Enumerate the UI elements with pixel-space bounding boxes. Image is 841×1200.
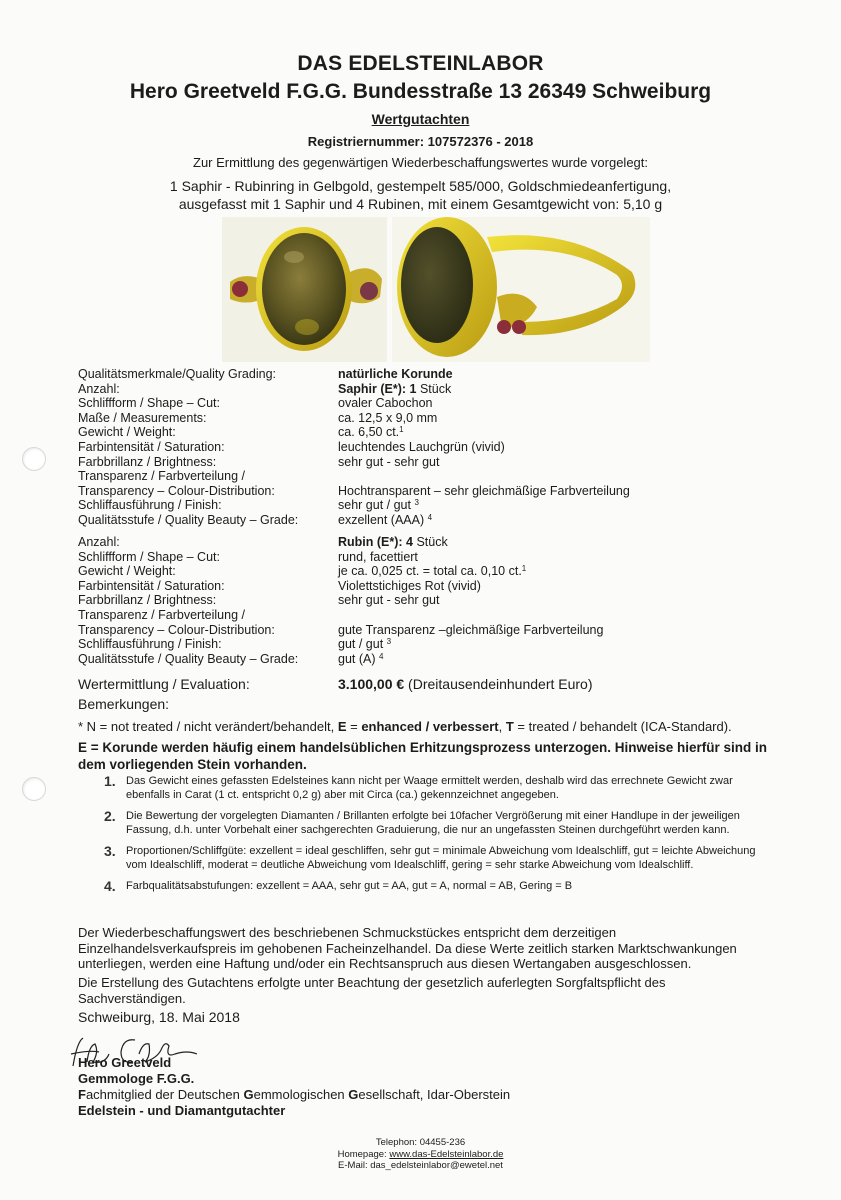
footnote-ref: 4: [379, 651, 384, 661]
signer-name: Hero Greetveld: [78, 1055, 172, 1070]
footnote-text: Die Bewertung der vorgelegten Diamanten / Brillanten erfolgte bei 10facher Vergrößerung mit einer Handlupe in der jeweiligen Fassung, d.h. unter Vorbehalt einer sachgerechten Graduierung, die nur an ungefassten Steinen durchgeführt werden kann.: [126, 810, 740, 836]
contact-footer: [0, 1137, 841, 1172]
spec-value-text: je ca. 0,025 ct. = total ca. 0,10 ct.: [338, 564, 522, 579]
membership-text: achmitglied der Deutschen: [85, 1087, 244, 1102]
spec-value: [338, 608, 758, 623]
contact-homepage: [0, 1149, 841, 1161]
spec-row: [78, 652, 758, 667]
lab-address: Hero Greetveld F.G.G. Bundesstraße 13 26349 Schweiburg: [129, 80, 712, 103]
membership-initial: G: [243, 1087, 254, 1102]
spec-value: gute Transparenz –gleichmäßige Farbverteilung: [338, 622, 604, 637]
stone-unit: Stück: [416, 381, 452, 396]
spec-value: [338, 564, 758, 579]
legend-enhanced: enhanced / verbessert: [361, 719, 499, 734]
footnote-number: 4.: [104, 878, 116, 894]
spec-label: Schliffform / Shape – Cut:: [78, 396, 220, 411]
footnote-ref: 3: [414, 498, 419, 508]
ring-photo-side-view: [392, 217, 650, 362]
spec-value: [338, 469, 758, 484]
footnote-item: [104, 845, 764, 872]
spec-value-text: gut / gut: [338, 637, 384, 652]
spec-value-text: sehr gut / gut: [338, 498, 411, 513]
heat-treatment-note: E = Korunde werden häufig einem handelsüblichen Erhitzungsprozess unterzogen. Hinweise hierfür sind in dem vorliegenden Stein vorhanden.: [78, 740, 767, 772]
evaluation-words: (Dreitausendeinhundert Euro): [404, 676, 593, 692]
spec-value: Hochtransparent – sehr gleichmäßige Farbverteilung: [338, 483, 630, 498]
legend-text: = treated / behandelt (ICA-Standard).: [513, 719, 732, 734]
spec-value: ca. 12,5 x 9,0 mm: [338, 410, 438, 425]
spec-label: Transparenz / Farbverteilung /: [78, 607, 245, 622]
spec-label: Transparenz / Farbverteilung /: [78, 469, 245, 484]
spec-value: [338, 498, 758, 513]
spec-label: Gewicht / Weight:: [78, 564, 176, 579]
spec-label: Schliffausführung / Finish:: [78, 498, 222, 513]
spec-row: [78, 623, 758, 638]
spec-value: [338, 513, 758, 528]
liability-disclaimer: Der Wiederbeschaffungswert des beschriebenen Schmuckstückes entspricht dem derzeitigen Einzelhandelsverkaufspreis im gehobenen Facheinzelhandel. Da diese Werte zeitlich starken Marktschwankungen unterliegen, werden eine Haftung und/oder ein Rechtsanspruch aus diesen Wertangaben ausgeschlossen.: [78, 925, 737, 971]
punch-hole-bottom: [22, 777, 46, 801]
spec-value: ovaler Cabochon: [338, 396, 433, 411]
spec-label: Schliffform / Shape – Cut:: [78, 549, 220, 564]
legend-text: * N = not treated / nicht verändert/behandelt,: [78, 719, 338, 734]
evaluation-value: [338, 676, 593, 692]
spec-row: [78, 411, 758, 426]
footnote-number: 3.: [104, 843, 116, 859]
lab-title: DAS EDELSTEINLABOR: [297, 52, 544, 75]
contact-email: E-Mail: das_edelsteinlabor@ewetel.net: [338, 1160, 503, 1171]
sapphire-grading: [78, 367, 758, 528]
ruby-stone: [512, 320, 526, 334]
legend-code: E: [337, 719, 347, 734]
spec-row: [78, 425, 758, 440]
grading-header-row: [78, 367, 758, 382]
spec-row: [78, 382, 758, 397]
stone-count: Rubin (E*): 4: [338, 535, 413, 549]
ring-photos: [222, 217, 650, 362]
spec-label: Schliffausführung / Finish:: [78, 637, 222, 652]
item-description: [0, 177, 841, 213]
spec-label: Transparency – Colour-Distribution:: [78, 483, 275, 498]
place-date: Schweiburg, 18. Mai 2018: [78, 1009, 240, 1025]
ruby-stone: [232, 281, 248, 297]
grading-label: Qualitätsmerkmale/Quality Grading:: [78, 367, 276, 381]
sapphire-stone: [401, 227, 473, 343]
legend-code: T: [505, 719, 514, 734]
spec-value: [338, 637, 758, 652]
spec-value: sehr gut - sehr gut: [338, 593, 440, 608]
spec-value: [338, 382, 758, 397]
spec-value: sehr gut - sehr gut: [338, 454, 440, 469]
legend-text: ,: [498, 719, 506, 734]
spec-row: [78, 550, 758, 565]
spec-row: [78, 396, 758, 411]
membership-text: emmologischen: [253, 1087, 349, 1102]
spec-label: Anzahl:: [78, 381, 120, 396]
spec-label: Anzahl:: [78, 535, 120, 549]
footnotes-list: [104, 775, 764, 902]
evaluation-amount: 3.100,00 €: [338, 676, 405, 692]
spec-row: [78, 455, 758, 470]
footnote-ref: 4: [427, 512, 433, 522]
signer-role: Edelstein - und Diamantgutachter: [78, 1103, 286, 1118]
registration-number: Registriernummer: 107572376 - 2018: [307, 134, 534, 149]
spec-row: [78, 564, 758, 579]
spec-row: [78, 469, 758, 484]
spec-value: [338, 535, 758, 550]
spec-row: [78, 535, 758, 550]
footnote-text: Das Gewicht eines gefassten Edelsteines kann nicht per Waage ermittelt werden, deshalb wird das errechnete Gewicht zwar ebenfalls in Carat (1 ct. entspricht 0,2 g) aber mit Circa (ca.) gekennzeichnet angegeben.: [126, 775, 733, 801]
membership-initial: G: [348, 1087, 359, 1102]
spec-label: Farbbrillanz / Brightness:: [78, 454, 217, 469]
evaluation-label: Wertermittlung / Evaluation:: [78, 676, 250, 692]
item-line-1: 1 Saphir - Rubinring in Gelbgold, gestempelt 585/000, Goldschmiedeanfertigung,: [169, 178, 672, 194]
membership-initial: F: [78, 1087, 86, 1102]
evaluation-row: [78, 676, 593, 692]
footnote-item: [104, 880, 764, 894]
spec-value: [338, 425, 758, 440]
stone-count: Saphir (E*): 1: [338, 381, 417, 396]
spec-label: Qualitätsstufe / Quality Beauty – Grade:: [78, 651, 299, 666]
homepage-link[interactable]: www.das-Edelsteinlabor.de: [389, 1148, 504, 1160]
spec-label: Farbbrillanz / Brightness:: [78, 593, 217, 608]
spec-row: [78, 440, 758, 455]
spec-value: [338, 652, 758, 667]
ruby-grading: [78, 535, 758, 666]
spec-row: [78, 513, 758, 528]
homepage-label: Homepage:: [337, 1148, 390, 1160]
spec-row: [78, 579, 758, 594]
footnote-text: Proportionen/Schliffgüte: exzellent = ideal geschliffen, sehr gut = minimale Abweichung vom Idealschliff, gut = leichte Abweichung vom Idealschliff, moderat = deutliche Abweichung vom Idealschliff, gering = sehr starke Abweichung vom Idealschliff.: [126, 845, 756, 871]
spec-label: Maße / Measurements:: [78, 410, 207, 425]
spec-value: Violettstichiges Rot (vivid): [338, 578, 481, 593]
spec-label: Farbintensität / Saturation:: [78, 439, 225, 454]
footnote-number: 1.: [104, 773, 116, 789]
footnote-ref: 3: [386, 637, 392, 647]
diligence-statement: Die Erstellung des Gutachtens erfolgte unter Beachtung der gesetzlich auferlegten Sorgfaltspflicht des Sachverständigen.: [78, 975, 666, 1006]
spec-value-text: ca. 6,50 ct.: [338, 425, 400, 440]
treatment-legend: [78, 719, 768, 735]
grading-value: natürliche Korunde: [338, 367, 453, 381]
footnote-text: Farbqualitätsabstufungen: exzellent = AAA, sehr gut = AA, gut = A, normal = AB, Gering = B: [126, 880, 573, 892]
spec-label: Gewicht / Weight:: [78, 425, 176, 440]
item-line-2: ausgefasst mit 1 Saphir und 4 Rubinen, mit einem Gesamtgewicht von: 5,10 g: [178, 196, 663, 212]
document-type: Wertgutachten: [371, 111, 470, 127]
contact-phone: Telephon: 04455-236: [375, 1137, 466, 1148]
spec-row: [78, 484, 758, 499]
footnote-ref: 1: [521, 564, 527, 574]
spec-value: leuchtendes Lauchgrün (vivid): [338, 439, 505, 454]
signer-block: [78, 1055, 510, 1119]
ruby-stone: [497, 320, 511, 334]
signer-title: Gemmologe F.G.G.: [78, 1071, 195, 1086]
spec-value: rund, facettiert: [338, 549, 418, 564]
spec-row: [78, 593, 758, 608]
footnote-item: [104, 810, 764, 837]
punch-hole-top: [22, 447, 46, 471]
ring-photo-top-view: [222, 217, 387, 362]
spec-row: [78, 608, 758, 623]
spec-value-text: exzellent (AAA): [338, 512, 425, 527]
spec-row: [78, 637, 758, 652]
ruby-stone: [360, 282, 378, 300]
footnote-item: [104, 775, 764, 802]
spec-label: Farbintensität / Saturation:: [78, 578, 225, 593]
spec-value-text: gut (A): [338, 651, 376, 666]
spec-label: Qualitätsstufe / Quality Beauty – Grade:: [78, 512, 299, 527]
signer-membership: [78, 1087, 510, 1103]
stone-unit: Stück: [413, 535, 448, 549]
spec-label: Transparency – Colour-Distribution:: [78, 622, 275, 637]
legend-text: =: [346, 719, 362, 734]
spec-row: [78, 498, 758, 513]
intro-text: Zur Ermittlung des gegenwärtigen Wiederbeschaffungswertes wurde vorgelegt:: [193, 155, 648, 170]
footnote-ref: 1: [399, 425, 404, 435]
footnote-number: 2.: [104, 808, 116, 824]
membership-text: esellschaft, Idar-Oberstein: [358, 1087, 511, 1102]
remarks-heading: Bemerkungen:: [78, 696, 170, 712]
